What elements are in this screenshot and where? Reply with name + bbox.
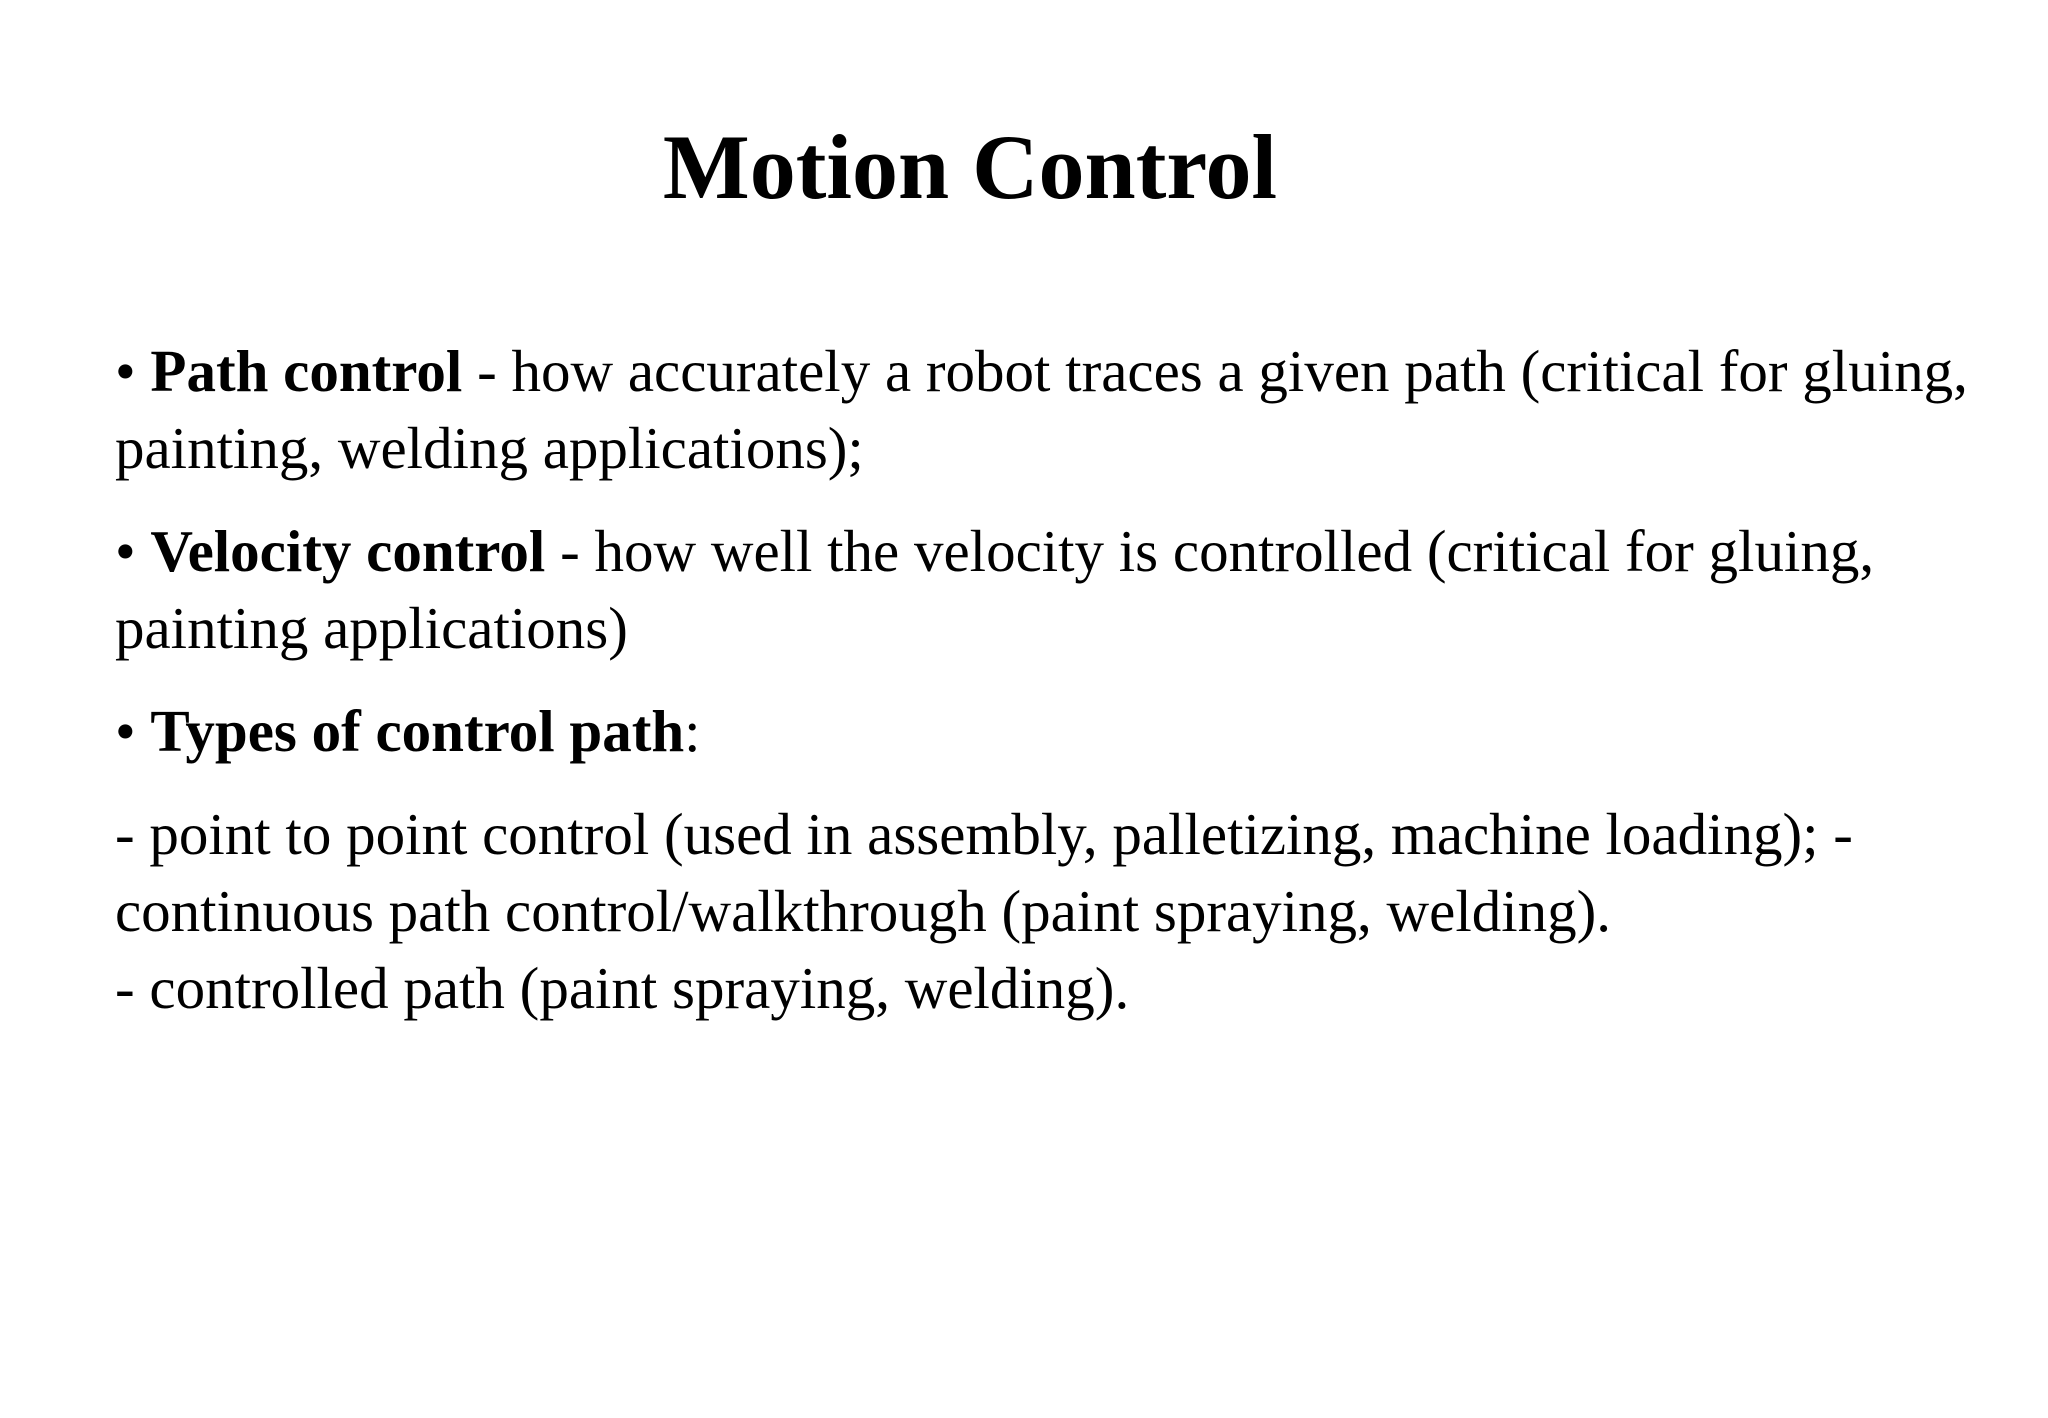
bullet-text: - how well the velocity is controlled (critical for gluing, painting applications) (115, 518, 1875, 661)
bullet-types-of-control-path (115, 693, 1975, 770)
bullet-text: : (684, 698, 701, 764)
bullet-term: Path control (150, 338, 463, 404)
sub-item-point-to-point: - point to point control (used in assembly, palletizing, machine loading); - continuous path control/walkthrough (paint spraying, welding). (115, 801, 1853, 944)
sub-item-controlled-path: - controlled path (paint spraying, welding). (115, 955, 1130, 1021)
slide-title: Motion Control (662, 116, 1278, 218)
bullet-text: - how accurately a robot traces a given path (critical for gluing, painting, welding applications); (115, 338, 1968, 481)
slide-body (115, 333, 1975, 1027)
bullet-term: Types of control path (150, 698, 685, 764)
bullet-glyph: • (115, 338, 136, 404)
bullet-glyph: • (115, 518, 136, 584)
bullet-path-control (115, 333, 1975, 487)
bullet-term: Velocity control (150, 518, 546, 584)
bullet-glyph: • (115, 698, 136, 764)
bullet-velocity-control (115, 513, 1975, 667)
